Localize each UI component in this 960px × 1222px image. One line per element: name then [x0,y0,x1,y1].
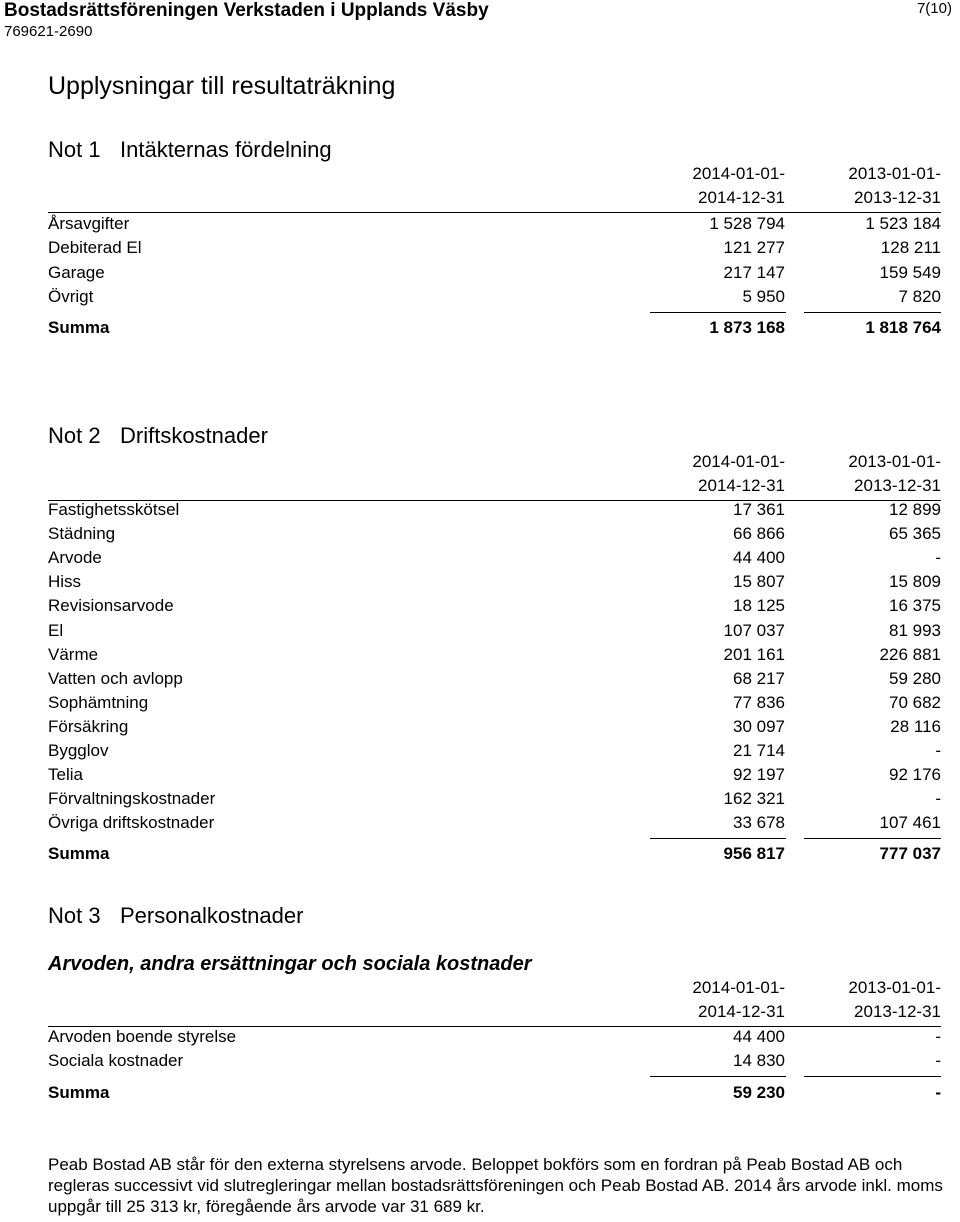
value-2014: 30 097 [733,716,785,736]
value-2013: 2013-12-31 [854,1002,941,1021]
table-row [48,789,941,811]
value-2013: 81 993 [889,620,941,640]
value-2013: 2013-01-01- [848,164,941,183]
value-2013: 28 116 [890,716,941,736]
value-2013: 2013-01-01- [848,452,941,471]
row-label: Arvode [48,548,102,568]
row-label: Arvoden boende styrelse [48,1027,237,1046]
value-2014: 15 807 [733,572,785,592]
row-label: Städning [48,524,116,544]
note1-heading [48,137,332,163]
row-label: Hiss [48,572,82,592]
page-number: 7(10) [916,0,952,17]
page-title: Upplysningar till resultaträkning [48,72,396,100]
row-label: Summa [48,317,110,337]
sum-row [48,318,941,340]
row-label: Bygglov [48,741,109,760]
note3-heading [48,903,303,929]
value-2013: 777 037 [879,844,941,864]
subtotal-rule-2013 [804,838,941,839]
subtotal-rule-2014 [650,312,786,313]
table-row [48,524,941,546]
note2-number: Not 2 [48,423,101,448]
value-2014: 18 125 [733,596,785,616]
table-row [48,621,941,643]
subtotal-rule-2014 [650,838,786,839]
table-row [48,645,941,667]
value-2014: 1 873 168 [709,317,785,337]
value-2013: 12 899 [889,500,941,519]
value-2013: 16 375 [889,596,941,616]
organization-number: 769621-2690 [4,23,93,40]
note2-title: Driftskostnader [120,423,268,448]
value-2013: 2013-12-31 [854,476,941,495]
value-2014: 2014-12-31 [698,188,785,207]
value-2014: 92 197 [733,765,785,785]
value-2013: 7 820 [898,286,941,306]
note3-subtitle: Arvoden, andra ersättningar och sociala kostnader [48,953,532,975]
value-2014: 201 161 [723,644,785,664]
table-row [48,693,941,715]
note3-number: Not 3 [48,903,101,928]
value-2013: - [935,741,941,760]
value-2014: 162 321 [723,789,785,809]
value-2013: - [935,1027,941,1046]
row-label: Övriga driftskostnader [48,813,215,833]
row-label: Övrigt [48,286,94,306]
value-2014: 17 361 [733,500,785,519]
value-2014: 121 277 [723,238,785,258]
row-label: Årsavgifter [48,214,130,233]
table-row [48,263,941,285]
value-2013: 65 365 [889,524,941,544]
table-row [48,500,941,522]
table-row [48,596,941,618]
value-2014: 33 678 [733,813,785,833]
value-2014: 77 836 [733,692,785,712]
value-2013: 2013-01-01- [848,978,941,997]
value-2013: 1 523 184 [865,214,941,233]
value-2014: 2014-12-31 [698,476,785,495]
value-2014: 5 950 [742,286,785,306]
value-2013: 1 818 764 [865,317,941,337]
value-2014: 66 866 [733,524,785,544]
value-2014: 14 830 [733,1051,785,1070]
period-header-row [48,164,941,186]
value-2014: 21 714 [733,741,785,760]
row-label: Summa [48,1083,110,1102]
value-2013: - [935,1051,941,1070]
table-row [48,669,941,691]
table-row [48,548,941,570]
note3-footnote: Peab Bostad AB står för den externa styrelsens arvode. Beloppet bokförs som en fordran på Peab Bostad AB och regleras successivt vid slutregleringar mellan bostadsrättsföreningen och Peab Bostad AB. 2014 års arvode inkl. moms uppgår till 25 313 kr, föregående års arvode var 31 689 kr. [48,1155,943,1216]
table-row [48,1051,941,1073]
subtotal-rule-2013 [804,1076,941,1077]
value-2014: 68 217 [733,668,785,688]
value-2013: - [935,548,941,568]
row-label: Fastighetsskötsel [48,500,180,519]
value-2014: 59 230 [733,1083,785,1102]
subtotal-rule-2014 [650,1076,786,1077]
value-2013: 2013-12-31 [854,188,941,207]
value-2014: 2014-01-01- [692,452,785,471]
organization-name: Bostadsrättsföreningen Verkstaden i Upplands Väsby [4,0,489,21]
row-label: Förvaltningskostnader [48,789,216,809]
note1-title: Intäkternas fördelning [120,137,332,162]
row-label: Debiterad El [48,238,142,258]
table-row [48,572,941,594]
table-row [48,717,941,739]
table-row [48,813,941,835]
row-label: Summa [48,844,110,864]
value-2014: 107 037 [723,620,785,640]
value-2014: 2014-01-01- [692,164,785,183]
subtotal-rule-2013 [804,312,941,313]
period-header-row [48,978,941,1000]
value-2013: 92 176 [889,765,941,785]
period-header-row [48,188,941,210]
sum-row [48,844,941,866]
value-2014: 1 528 794 [709,214,785,233]
period-header-row [48,452,941,474]
table-row [48,1027,941,1049]
table-row [48,287,941,309]
value-2013: 159 549 [879,262,941,282]
value-2014: 217 147 [723,262,785,282]
header-rule [48,212,941,213]
row-label: Revisionsarvode [48,596,174,616]
row-label: Garage [48,262,105,282]
row-label: Värme [48,644,99,664]
value-2013: - [935,1083,941,1102]
sum-row [48,1083,941,1105]
table-row [48,238,941,260]
row-label: Sociala kostnader [48,1051,184,1070]
table-row [48,214,941,236]
row-label: El [48,620,64,640]
value-2013: - [935,789,941,809]
value-2013: 59 280 [889,668,941,688]
value-2013: 226 881 [879,644,941,664]
note3-title: Personalkostnader [120,903,304,928]
period-header-row [48,476,941,498]
table-row [48,741,941,763]
value-2013: 70 682 [889,692,941,712]
table-row [48,765,941,787]
value-2014: 2014-12-31 [698,1002,785,1021]
row-label: Försäkring [48,716,129,736]
row-label: Sophämtning [48,692,149,712]
value-2014: 44 400 [733,1027,785,1046]
value-2013: 107 461 [879,813,941,833]
row-label: Vatten och avlopp [48,668,183,688]
note2-heading [48,423,268,449]
note1-number: Not 1 [48,137,101,162]
value-2013: 128 211 [880,238,941,258]
value-2014: 44 400 [733,548,785,568]
value-2014: 2014-01-01- [692,978,785,997]
period-header-row [48,1002,941,1024]
row-label: Telia [48,765,83,785]
value-2014: 956 817 [723,844,785,864]
value-2013: 15 809 [889,572,941,592]
